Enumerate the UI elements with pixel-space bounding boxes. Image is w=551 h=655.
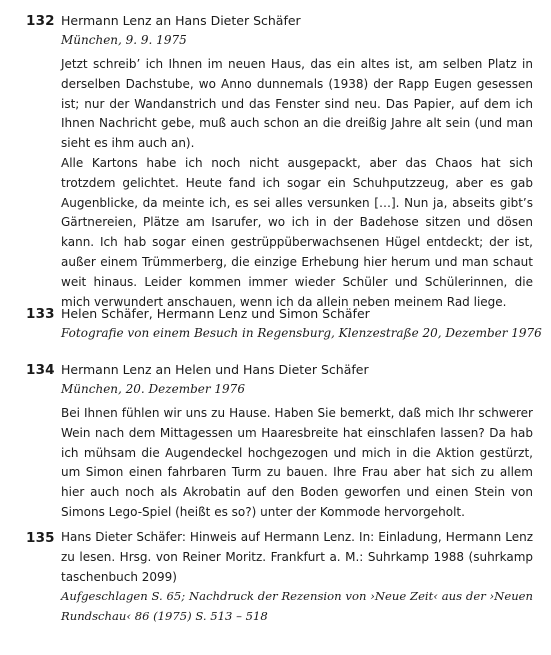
entry-number: 135	[26, 530, 55, 546]
letter-text	[61, 55, 533, 312]
letter-paragraph: Jetzt schreib’ ich Ihnen im neuen Haus, das ein altes ist, am selben Platz in derselben Dachstube, wo Anno dunnemals (1938) der Rapp Eugen gesessen ist; nur der Wandanstrich und das Fenster sind neu. Das Papier, auf dem ich Ihnen Nachricht gebe, muß auch schon an die dreißig Jahre alt sein (und man sieht es ihm auch an).	[61, 57, 533, 151]
bibliographic-note: Aufgeschlagen S. 65; Nachdruck der Rezension von ›Neue Zeit‹ aus der ›Neuen Rundschau‹ 86 (1975) S. 513 – 518	[61, 589, 533, 624]
entry-title: Hermann Lenz an Helen und Hans Dieter Schäfer	[61, 362, 369, 377]
entry-number: 134	[26, 362, 55, 378]
entry-title: Hermann Lenz an Hans Dieter Schäfer	[61, 13, 301, 28]
entry-content	[61, 304, 542, 342]
letter-paragraph: Alle Kartons habe ich noch nicht ausgepackt, aber das Chaos hat sich trotzdem gelichtet. Heute fand ich sogar ein Schuhputzzeug, aber es gab Augenblicke, da meinte ich, es sei alles versunken […]. Nun ja, abseits gibt’s Gärtnereien, Plätze am Isarufer, wo ich in der Badehose sitzen und dösen kann. Ich hab sogar einen gestrüppüberwachsenen Hügel entdeckt; der ist, außer einem Trümmerberg, die einzige Erhebung hier herum und man schaut weit hinaus. Leider kommen immer wieder Schüler und Schülerinnen, die mich verwundert anschauen, wenn ich da allein neben meinem Rad liege.	[61, 155, 533, 309]
entry-description: Fotografie von einem Besuch in Regensburg, Klenzestraße 20, Dezember 1976	[61, 326, 542, 340]
entry-number: 132	[26, 13, 55, 29]
entry-content	[61, 11, 533, 312]
entry-place-date: München, 9. 9. 1975	[61, 33, 187, 47]
entry-content	[61, 360, 533, 523]
entry-content	[61, 528, 533, 627]
letter-text	[61, 404, 533, 523]
letter-paragraph: Bei Ihnen fühlen wir uns zu Hause. Haben Sie bemerkt, daß mich Ihr schwerer Wein nach dem Mittagessen um Haaresbreite hat einschlafen lassen? Da hab ich mühsam die Augendeckel hochgezogen und mich in die Aktion gestürzt, um Simon einen fahrbaren Turm zu bauen. Ihre Frau aber hat sich zu allem hier auch noch als Akrobatin auf den Boden geworfen und einen Stein von Simons Lego-Spiel (heißt es so?) unter der Kommode hervorgeholt.	[61, 406, 533, 519]
entry-title: Helen Schäfer, Hermann Lenz und Simon Schäfer	[61, 306, 370, 321]
entry-place-date: München, 20. Dezember 1976	[61, 382, 245, 396]
entry-number: 133	[26, 306, 55, 322]
bibliographic-entry: Hans Dieter Schäfer: Hinweis auf Hermann Lenz. In: Einladung, Hermann Lenz zu lesen. Hrsg. von Reiner Moritz. Frankfurt a. M.: Suhrkamp 1988 (suhrkamp taschenbuch 2099)	[61, 530, 533, 584]
